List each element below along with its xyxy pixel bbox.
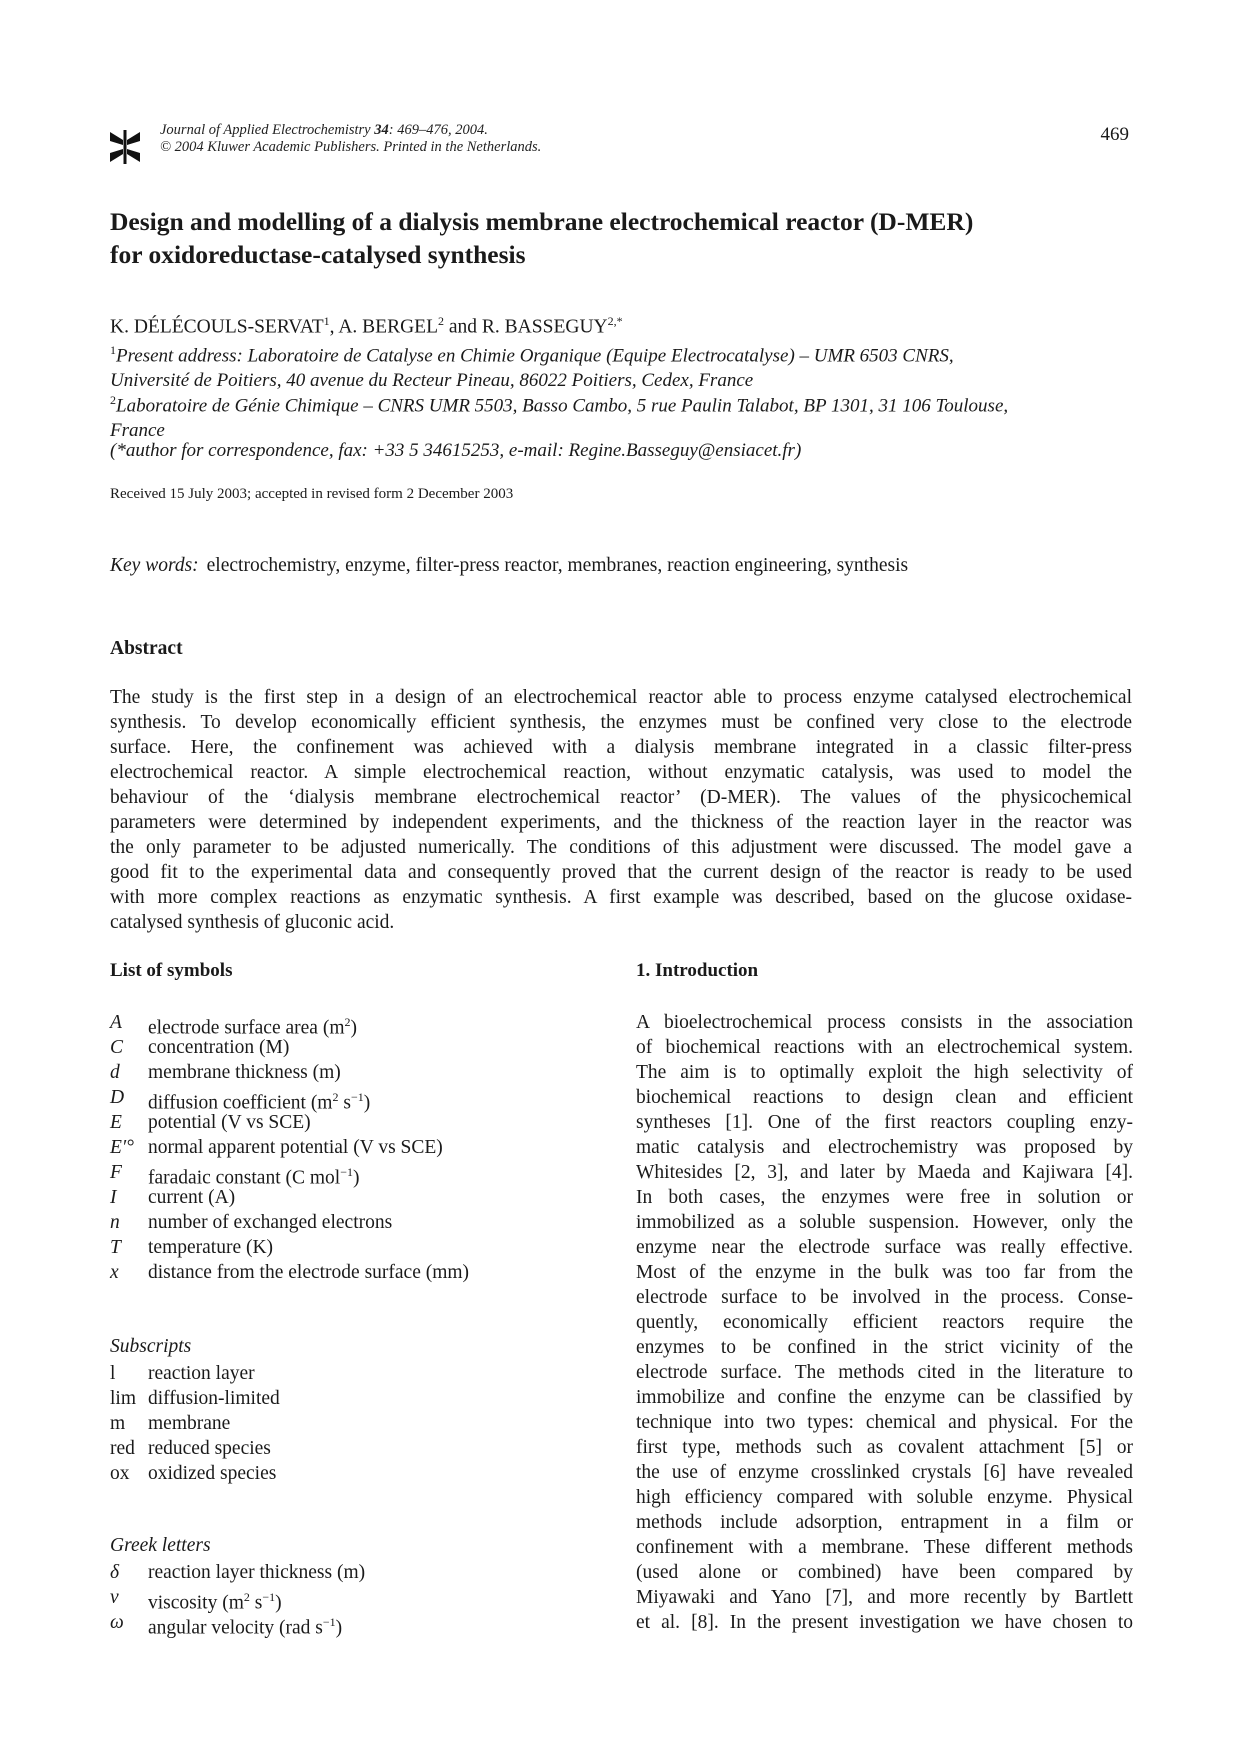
description-text: electrode surface area (m — [148, 1017, 345, 1039]
symbol: x — [110, 1262, 119, 1283]
symbol-description — [148, 1110, 311, 1135]
symbol-description — [148, 1210, 392, 1235]
symbol-row — [110, 1160, 469, 1189]
copyright-line: © 2004 Kluwer Academic Publishers. Printed in the Netherlands. — [160, 139, 542, 155]
description-text: number of exchanged electrons — [148, 1212, 393, 1233]
introduction-line: matic catalysis and electrochemistry was proposed by — [636, 1137, 1133, 1158]
symbol-description — [148, 1361, 255, 1386]
symbol-description — [148, 1585, 282, 1614]
symbol: ω — [110, 1612, 124, 1633]
affiliation-marker: 1 — [323, 314, 330, 328]
description-text: ) — [363, 1092, 371, 1114]
introduction-line: technique into two types: chemical and physical. For the — [636, 1412, 1133, 1433]
abstract-line: surface. Here, the confinement was achieved with a dialysis membrane integrated in a classic filter-press — [110, 737, 1132, 758]
description-text: reduced species — [148, 1438, 271, 1459]
introduction-line: In both cases, the enzymes were free in solution or — [636, 1187, 1133, 1208]
symbol-row — [110, 1210, 469, 1235]
author-list — [110, 314, 623, 339]
abstract-line: behaviour of the ‘dialysis membrane electrochemical reactor’ (D-MER). The values of the physicochemical — [110, 787, 1132, 808]
symbol-row — [110, 1135, 469, 1160]
symbol-row — [110, 1085, 469, 1114]
introduction-line: The aim is to optimally exploit the high selectivity of — [636, 1062, 1133, 1083]
description-text: concentration (M) — [148, 1037, 290, 1058]
introduction-line: A bioelectrochemical process consists in the association — [636, 1012, 1133, 1033]
symbol: ν — [110, 1587, 119, 1608]
superscript: −1 — [350, 1090, 364, 1104]
symbol-row — [110, 1110, 469, 1135]
symbol-row — [110, 1585, 365, 1614]
symbol: D — [110, 1087, 125, 1108]
symbol: E — [110, 1112, 122, 1133]
description-text: angular velocity (rad s — [148, 1617, 323, 1639]
symbol-description — [148, 1060, 341, 1085]
introduction-line: (used alone or combined) have been compared by — [636, 1562, 1133, 1583]
description-text: ) — [350, 1017, 357, 1039]
subscripts-list — [110, 1361, 280, 1486]
symbol-row — [110, 1386, 280, 1411]
journal-volume: 34 — [374, 122, 389, 138]
symbol-description — [148, 1160, 360, 1189]
greek-letters-list — [110, 1560, 366, 1639]
symbol: d — [110, 1062, 120, 1083]
symbol-description — [148, 1560, 365, 1585]
publisher-logo-icon — [108, 128, 142, 166]
affiliation-2 — [110, 388, 1132, 443]
symbol-row — [110, 1411, 280, 1436]
received-dates: Received 15 July 2003; accepted in revised form 2 December 2003 — [110, 486, 514, 502]
symbol-row — [110, 1060, 469, 1085]
symbol-row — [110, 1560, 365, 1585]
description-text: s — [249, 1592, 263, 1614]
affiliation-text: Present address: Laboratoire de Catalyse en Chimie Organique (Equipe Electrocatalyse) – UMR 6503 CNRS, — [116, 345, 954, 367]
introduction-line: enzymes to be confined in the strict vicinity of the — [636, 1337, 1133, 1358]
description-text: ) — [275, 1592, 282, 1614]
symbol: A — [110, 1012, 122, 1033]
description-text: viscosity (m — [148, 1592, 244, 1614]
abstract-body — [110, 685, 1132, 935]
description-text: membrane thickness (m) — [148, 1062, 341, 1083]
superscript: −1 — [262, 1590, 276, 1604]
symbol-description — [148, 1610, 343, 1639]
introduction-line: quently, economically efficient reactors require the — [636, 1312, 1133, 1333]
affiliation-marker: 2 — [110, 393, 116, 407]
affiliation-marker: 1 — [110, 343, 116, 357]
symbol: δ — [110, 1562, 120, 1583]
symbol: I — [110, 1187, 117, 1208]
symbol-row — [110, 1235, 469, 1260]
introduction-line: high efficiency compared with soluble enzyme. Physical — [636, 1487, 1133, 1508]
abstract-line: The study is the first step in a design of an electrochemical reactor able to process enzyme catalysed electrochemical — [110, 687, 1132, 708]
symbols-heading: List of symbols — [110, 960, 233, 981]
author-name: K. DÉLÉCOULS-SERVAT — [110, 316, 324, 338]
symbol-description — [148, 1135, 443, 1160]
abstract-line: catalysed synthesis of gluconic acid. — [110, 912, 395, 933]
journal-name: Journal of Applied Electrochemistry — [160, 122, 375, 138]
description-text: diffusion-limited — [148, 1388, 280, 1409]
symbol-row — [110, 1260, 469, 1285]
affiliation-text: Université de Poitiers, 40 avenue du Recteur Pineau, 86022 Poitiers, Cedex, France — [110, 370, 754, 392]
abstract-line: the only parameter to be adjusted numerically. The conditions of this adjustment were discussed. The model gave a — [110, 837, 1132, 858]
introduction-line: first type, methods such as covalent attachment [5] or — [636, 1437, 1133, 1458]
introduction-line: Whitesides [2, 3], and later by Maeda and Kajiwara [4]. — [636, 1162, 1133, 1183]
description-text: ) — [335, 1617, 343, 1639]
description-text: s — [338, 1092, 351, 1114]
author-name: , A. BERGEL — [329, 316, 439, 338]
description-text: current (A) — [148, 1187, 236, 1208]
superscript: −1 — [340, 1165, 354, 1179]
affiliation-marker: 2 — [438, 314, 445, 328]
symbol-row — [110, 1361, 280, 1386]
symbol-row — [110, 1436, 280, 1461]
abstract-line: good fit to the experimental data and consequently proved that the current design of the reactor is ready to be used — [110, 862, 1132, 883]
correspondence-note: (*author for correspondence, fax: +33 5 34615253, e-mail: Regine.Basseguy@ensiacet.fr) — [110, 440, 802, 461]
superscript: 2 — [344, 1015, 351, 1029]
affiliation-marker: 2,* — [607, 314, 623, 328]
author-name: and R. BASSEGUY — [444, 316, 608, 338]
symbol: red — [110, 1438, 135, 1459]
symbol-row — [110, 1610, 365, 1639]
introduction-line: confinement with a membrane. These different methods — [636, 1537, 1133, 1558]
description-text: normal apparent potential (V vs SCE) — [148, 1137, 443, 1158]
introduction-line: Miyawaki and Yano [7], and more recently by Bartlett — [636, 1587, 1133, 1608]
symbol: E′° — [110, 1137, 134, 1158]
title-line: for oxidoreductase-catalysed synthesis — [110, 240, 526, 269]
symbol-description — [148, 1260, 469, 1285]
symbol: C — [110, 1037, 124, 1058]
abstract-line: synthesis. To develop economically efficient synthesis, the enzymes must be confined very close to the electrode — [110, 712, 1132, 733]
journal-citation — [160, 122, 541, 156]
description-text: reaction layer — [148, 1363, 255, 1384]
description-text: diffusion coefficient (m — [148, 1092, 333, 1114]
symbol: lim — [110, 1388, 137, 1409]
symbol-description — [148, 1185, 235, 1210]
abstract-heading: Abstract — [110, 638, 183, 659]
description-text: temperature (K) — [148, 1237, 274, 1258]
introduction-line: et al. [8]. In the present investigation we have chosen to — [636, 1612, 1133, 1633]
superscript: 2 — [243, 1590, 250, 1604]
symbol: m — [110, 1413, 126, 1434]
symbol-description — [148, 1386, 280, 1411]
symbol: ox — [110, 1463, 130, 1484]
affiliation-1 — [110, 338, 1132, 393]
symbol-description — [148, 1461, 276, 1486]
symbol-description — [148, 1235, 273, 1260]
page-number: 469 — [1100, 124, 1129, 145]
greek-letters-heading: Greek letters — [110, 1535, 211, 1556]
keywords — [110, 555, 908, 577]
introduction-line: immobilized as a soluble suspension. However, only the — [636, 1212, 1133, 1233]
symbol: T — [110, 1237, 121, 1258]
abstract-line: parameters were determined by independent experiments, and the thickness of the reaction layer in the reactor was — [110, 812, 1132, 833]
symbol-row — [110, 1461, 280, 1486]
introduction-line: enzyme near the electrode surface was really effective. — [636, 1237, 1133, 1258]
symbol: l — [110, 1363, 116, 1384]
title-line: Design and modelling of a dialysis membrane electrochemical reactor (D-MER) — [110, 207, 974, 236]
keywords-text: electrochemistry, enzyme, filter-press reactor, membranes, reaction engineering, synthesis — [206, 555, 909, 576]
introduction-line: the use of enzyme crosslinked crystals [6] have revealed — [636, 1462, 1133, 1483]
symbol: F — [110, 1162, 122, 1183]
symbol-description — [148, 1035, 289, 1060]
symbol-description — [148, 1085, 371, 1114]
description-text: faradaic constant (C mol — [148, 1167, 341, 1189]
subscripts-heading: Subscripts — [110, 1336, 192, 1357]
introduction-line: methods include adsorption, entrapment in a film or — [636, 1512, 1133, 1533]
affiliation-text: France — [110, 420, 165, 442]
superscript: 2 — [332, 1090, 339, 1104]
symbol-row — [110, 1010, 469, 1039]
introduction-body — [636, 1010, 1133, 1635]
introduction-heading: 1. Introduction — [636, 960, 759, 981]
abstract-line: with more complex reactions as enzymatic synthesis. A first example was described, based on the glucose oxidase- — [110, 887, 1132, 908]
description-text: ) — [353, 1167, 360, 1189]
abstract-line: electrochemical reactor. A simple electrochemical reaction, without enzymatic catalysis, was used to model the — [110, 762, 1132, 783]
paper-title — [110, 205, 1140, 271]
description-text: potential (V vs SCE) — [148, 1112, 311, 1133]
introduction-line: Most of the enzyme in the bulk was too far from the — [636, 1262, 1133, 1283]
keywords-label: Key words: — [110, 555, 199, 576]
introduction-line: immobilize and confine the enzyme can be classified by — [636, 1387, 1133, 1408]
affiliation-text: Laboratoire de Génie Chimique – CNRS UMR 5503, Basso Cambo, 5 rue Paulin Talabot, BP 1301, 31 106 Toulouse, — [116, 395, 1009, 417]
description-text: reaction layer thickness (m) — [148, 1562, 366, 1583]
description-text: distance from the electrode surface (mm) — [148, 1262, 470, 1283]
superscript: −1 — [322, 1615, 336, 1629]
introduction-line: electrode surface. The methods cited in the literature to — [636, 1362, 1133, 1383]
symbol-description — [148, 1411, 230, 1436]
journal-pages: : 469–476, 2004. — [388, 122, 488, 138]
symbol-description — [148, 1010, 357, 1039]
symbols-list — [110, 1010, 469, 1285]
introduction-line: electrode surface to be involved in the process. Conse- — [636, 1287, 1133, 1308]
introduction-line: of biochemical reactions with an electrochemical system. — [636, 1037, 1133, 1058]
symbol: n — [110, 1212, 120, 1233]
introduction-line: biochemical reactions to design clean and efficient — [636, 1087, 1133, 1108]
introduction-line: syntheses [1]. One of the first reactors coupling enzy- — [636, 1112, 1133, 1133]
description-text: oxidized species — [148, 1463, 277, 1484]
symbol-description — [148, 1436, 271, 1461]
description-text: membrane — [148, 1413, 231, 1434]
